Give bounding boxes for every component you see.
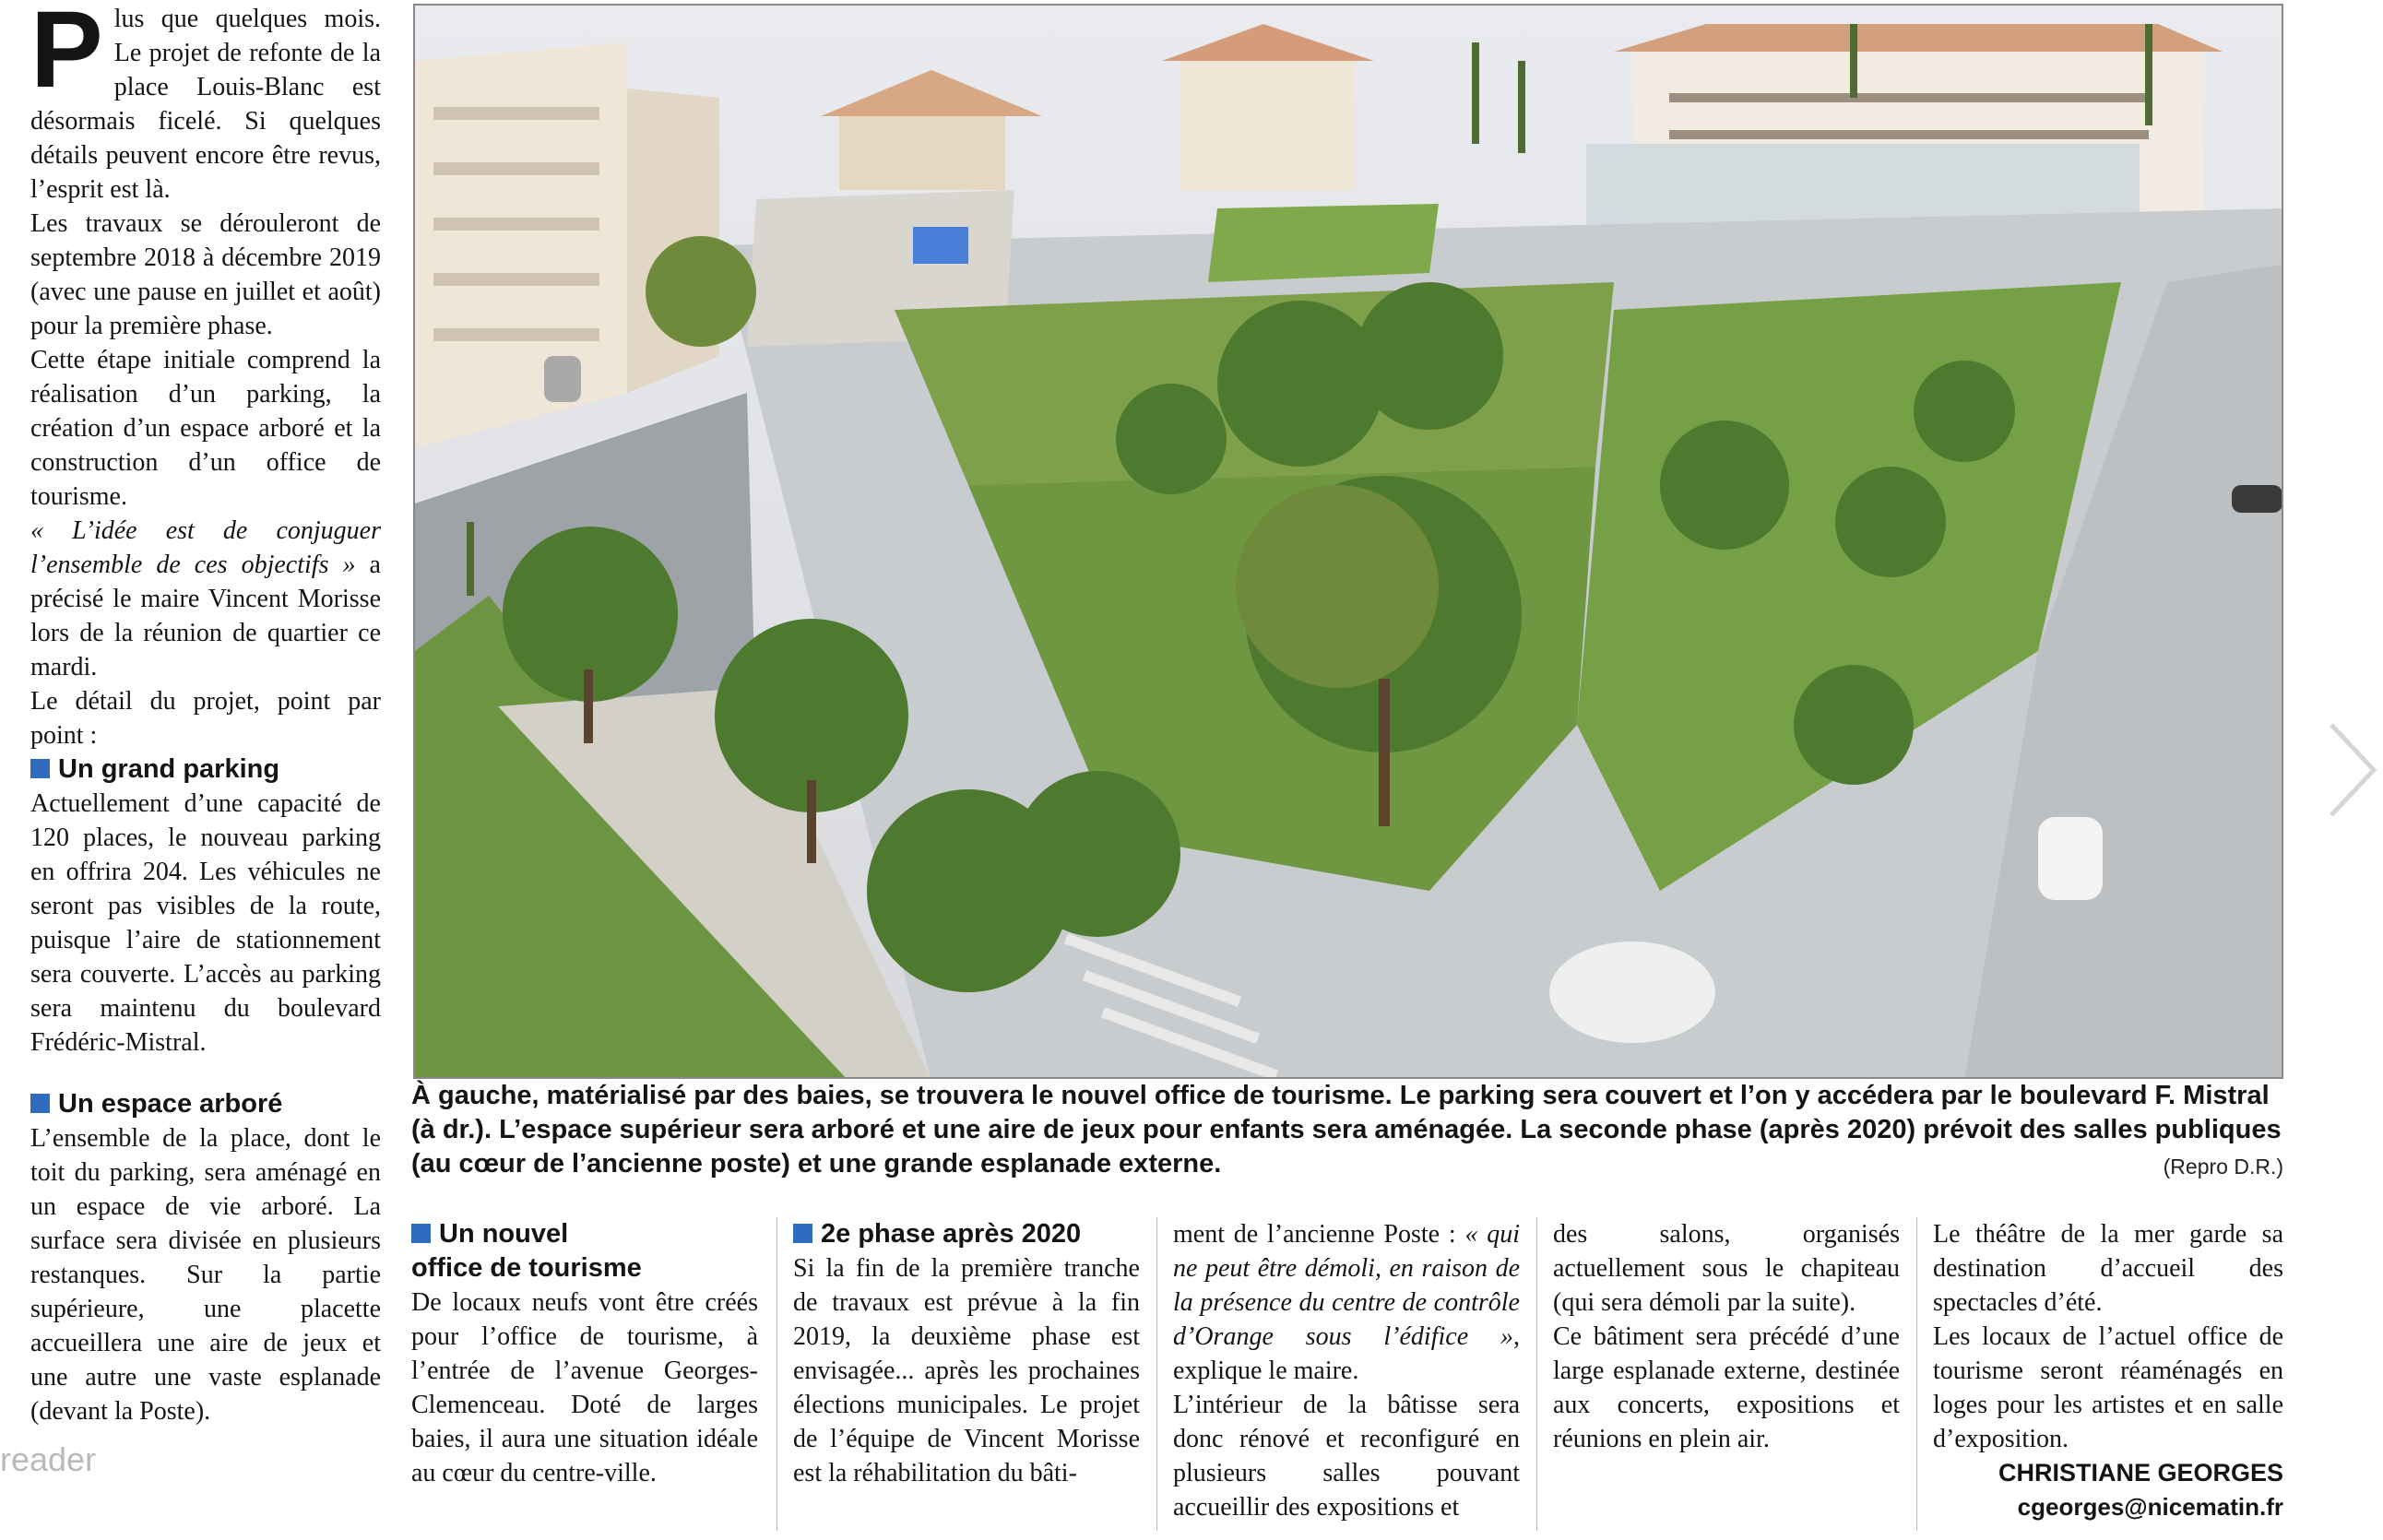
subheading-arbore: Un espace arboré bbox=[30, 1087, 381, 1121]
drop-cap: P bbox=[30, 0, 103, 111]
column-rule bbox=[1536, 1217, 1537, 1531]
article-column-2 bbox=[411, 1217, 758, 1490]
interior-paragraph: L’intérieur de la bâtisse sera donc rénové et reconfiguré en plusieurs salles pouvant accueillir des expositions et bbox=[1173, 1391, 1520, 1522]
mayor-quote-paragraph bbox=[30, 514, 381, 684]
next-page-chevron-icon[interactable] bbox=[2324, 719, 2379, 821]
salons-paragraph: des salons, organisés actuellement sous le chapiteau (qui sera démoli par la suite). bbox=[1553, 1220, 1900, 1317]
author-name: CHRISTIANE GEORGES bbox=[1998, 1459, 2283, 1487]
intro-paragraph: Cette étape initiale comprend la réalisation d’un parking, la création d’un espace arboré et la construction d’un office de tourisme. bbox=[30, 346, 381, 511]
architectural-render-image bbox=[415, 6, 2283, 1079]
blue-square-icon bbox=[30, 759, 50, 778]
column-rule bbox=[1156, 1217, 1157, 1531]
esplanade-paragraph: Ce bâtiment sera précédé d’une large esplanade externe, destinée aux concerts, expositions et réunions en plein air. bbox=[1553, 1322, 1900, 1453]
subheading-parking: Un grand parking bbox=[30, 752, 381, 787]
column-rule bbox=[1916, 1217, 1917, 1531]
blue-square-icon bbox=[793, 1224, 812, 1243]
reader-watermark: reader bbox=[0, 1440, 97, 1478]
detail-intro: Le détail du projet, point par point : bbox=[30, 687, 381, 750]
locaux-paragraph: Les locaux de l’actuel office de tourisme seront réaménagés en loges pour les artistes et en salle d’exposition. bbox=[1933, 1322, 2283, 1453]
article-column-6 bbox=[1933, 1217, 2283, 1524]
mayor-quote-attribution: a précisé le maire Vincent Morisse lors de la réunion de quartier ce mardi. bbox=[30, 551, 381, 681]
theatre-paragraph: Le théâtre de la mer garde sa destination d’accueil des spectacles d’été. bbox=[1933, 1220, 2283, 1317]
poste-paragraph: ment de l’ancienne Poste : « qui ne peut être démoli, en raison de la présence du centre de contrôle d’Orange sous l’édifice », explique le maire. bbox=[1173, 1220, 1521, 1385]
subheading-office: Un nouvel bbox=[411, 1217, 758, 1251]
article-column-5 bbox=[1553, 1217, 1900, 1456]
photo-credit: (Repro D.R.) bbox=[2163, 1155, 2283, 1179]
phase2-paragraph: Si la fin de la première tranche de travaux est prévue à la fin 2019, la deuxième phase est envisagée... après les prochaines élections municipales. Le projet de l’équipe de Vincent Morisse est la réhabilitation du bâti- bbox=[793, 1254, 1140, 1487]
author-email[interactable]: cgeorges@nicematin.fr bbox=[2017, 1493, 2283, 1521]
intro-paragraph: lus que quelques mois. Le projet de refonte de la place Louis-Blanc est désormais ficelé. Si quelques détails peuvent encore être revus, l’esprit est là. bbox=[30, 5, 381, 204]
subheading-office-line2: office de tourisme bbox=[411, 1253, 642, 1283]
parking-paragraph: Actuellement d’une capacité de 120 places, le nouveau parking en offrira 204. Les véhicules ne seront pas visibles de la route, puisque l’aire de stationnement sera couverte. L’accès au parking sera maintenu du boulevard Frédéric-Mistral. bbox=[30, 789, 381, 1057]
project-rendering-photo bbox=[413, 4, 2283, 1079]
photo-caption: À gauche, matérialisé par des baies, se trouvera le nouvel office de tourisme. Le parking sera couvert et l’on y accédera par le boulevard F. Mistral (à dr.). L’espace supérieur sera arboré et une aire de jeux pour enfants sera aménagée. La seconde phase (après 2020) prévoit des salles publiques (au cœur de l’ancienne poste) et une grande esplanade externe. bbox=[411, 1081, 2282, 1179]
office-paragraph: De locaux neufs vont être créés pour l’office de tourisme, à l’entrée de l’avenue Georges-Clemenceau. Doté de larges baies, il aura une situation idéale au cœur du centre-ville. bbox=[411, 1288, 758, 1487]
article-column-4 bbox=[1173, 1217, 1520, 1524]
poste-quote: « qui ne peut être démoli, en raison de la présence du centre de contrôle d’Orange sous l’édifice » bbox=[1173, 1220, 1521, 1351]
arbore-paragraph: L’ensemble de la place, dont le toit du parking, sera aménagé en un espace de vie arboré. La surface sera divisée en plusieurs restanques. Sur la partie supérieure, une placette accueillera une aire de jeux et une autre une vaste esplanade (devant la Poste). bbox=[30, 1124, 381, 1426]
subheading-phase2: 2e phase après 2020 bbox=[793, 1217, 1140, 1251]
article-column-3 bbox=[793, 1217, 1140, 1490]
article-column-1 bbox=[30, 2, 381, 1428]
intro-paragraph: Les travaux se dérouleront de septembre 2018 à décembre 2019 (avec une pause en juillet et août) pour la première phase. bbox=[30, 209, 381, 340]
mayor-quote: « L’idée est de conjuguer l’ensemble de ces objectifs » bbox=[30, 516, 381, 579]
blue-square-icon bbox=[411, 1224, 431, 1243]
blue-square-icon bbox=[30, 1094, 50, 1113]
